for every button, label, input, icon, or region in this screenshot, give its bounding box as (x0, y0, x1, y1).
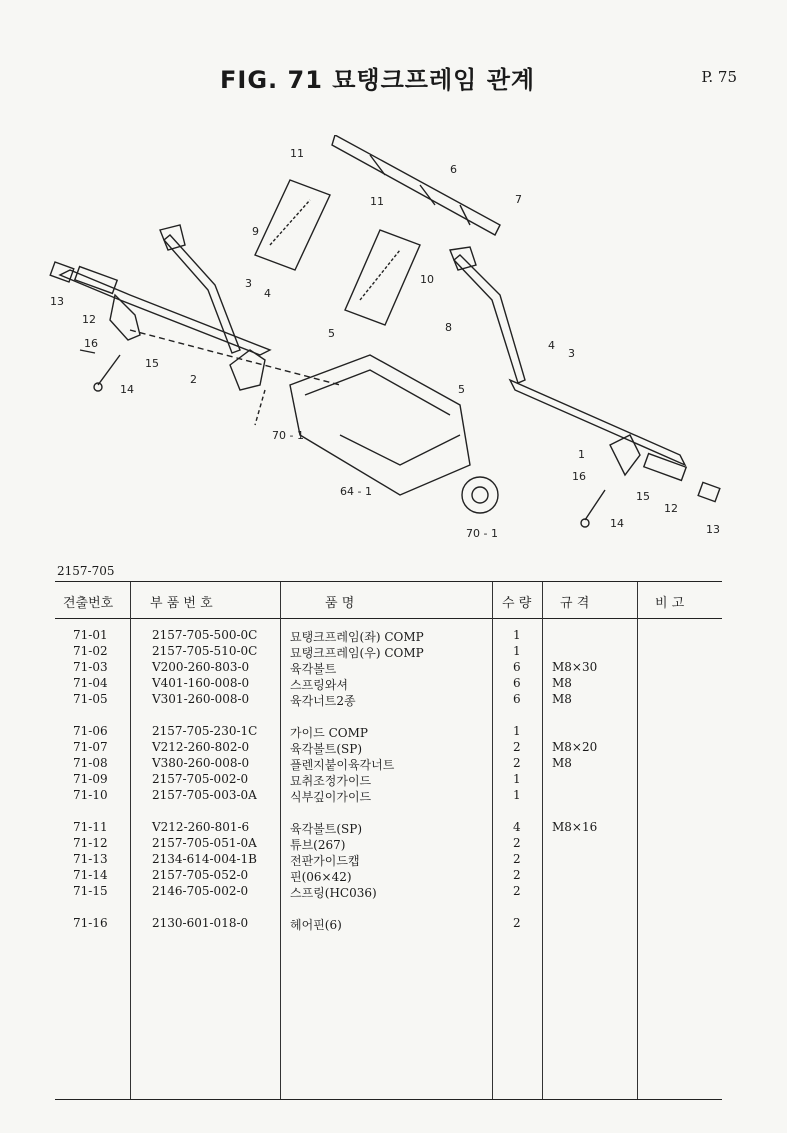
svg-text:11: 11 (370, 195, 384, 208)
svg-text:16: 16 (572, 470, 586, 483)
table-header (55, 582, 722, 619)
svg-text:4: 4 (548, 339, 555, 352)
plate-10 (345, 230, 420, 325)
page-number: P. 75 (701, 68, 737, 86)
svg-text:10: 10 (420, 273, 434, 286)
svg-text:13: 13 (50, 295, 64, 308)
header-part-name: 품 명 (325, 596, 355, 611)
svg-text:15: 15 (636, 490, 650, 503)
table-row: 71-07 V212-260-802-0 육각볼트(SP) 2 M8×20 (73, 740, 598, 756)
table-row: 71-04 V401-160-008-0 스프링와셔 6 M8 (73, 676, 572, 692)
header-index: 견출번호 (63, 596, 114, 611)
svg-text:11: 11 (290, 147, 304, 160)
table-row: 71-13 2134-614-004-1B 전판가이드캡 2 (73, 852, 521, 868)
svg-text:7: 7 (515, 193, 522, 206)
parts-table (55, 581, 722, 1100)
svg-text:12: 12 (664, 502, 678, 515)
svg-text:13: 13 (706, 523, 720, 536)
header-spec: 규 격 (560, 596, 590, 611)
document-number: 2157-705 (57, 564, 115, 578)
svg-text:8: 8 (445, 321, 452, 334)
svg-text:70 - 1: 70 - 1 (466, 527, 498, 540)
plate-9 (255, 180, 330, 270)
svg-text:3: 3 (568, 347, 575, 360)
table-row: 71-16 2130-601-018-0 헤어핀(6) 2 (73, 916, 521, 932)
table-row: 71-05 V301-260-008-0 육각너트2종 6 M8 (73, 692, 572, 708)
svg-text:1: 1 (578, 448, 585, 461)
guide-bar (332, 135, 500, 235)
right-frame-tube (510, 380, 685, 465)
callout-labels (50, 147, 720, 540)
svg-text:16: 16 (84, 337, 98, 350)
svg-text:3: 3 (245, 277, 252, 290)
svg-text:6: 6 (450, 163, 457, 176)
table-row: 71-03 V200-260-803-0 육각볼트 6 M8×30 (73, 660, 598, 676)
svg-text:9: 9 (252, 225, 259, 238)
svg-text:5: 5 (328, 327, 335, 340)
table-row: 71-02 2157-705-510-0C 묘탱크프레임(우) COMP 1 (73, 644, 521, 660)
header-part-number: 부 품 번 호 (150, 596, 213, 611)
svg-text:12: 12 (82, 313, 96, 326)
svg-text:4: 4 (264, 287, 271, 300)
table-row: 71-10 2157-705-003-0A 식부깊이가이드 1 (73, 788, 521, 804)
exploded-parts-diagram (40, 135, 740, 545)
header-remarks: 비 고 (655, 596, 685, 611)
svg-text:14: 14 (610, 517, 624, 530)
svg-text:5: 5 (458, 383, 465, 396)
table-row: 71-09 2157-705-002-0 묘취조정가이드 1 (73, 772, 521, 788)
table-row: 71-12 2157-705-051-0A 튜브(267) 2 (73, 836, 521, 852)
table-row: 71-08 V380-260-008-0 플렌지붙이육각너트 2 M8 (73, 756, 572, 772)
table-row: 71-15 2146-705-002-0 스프링(HC036) 2 (73, 884, 521, 900)
header-quantity: 수 량 (502, 596, 532, 611)
svg-text:14: 14 (120, 383, 134, 396)
svg-text:2: 2 (190, 373, 197, 386)
table-row: 71-11 V212-260-801-6 육각볼트(SP) 4 M8×16 (73, 820, 598, 836)
svg-text:15: 15 (145, 357, 159, 370)
svg-text:64 - 1: 64 - 1 (340, 485, 372, 498)
table-row: 71-01 2157-705-500-0C 묘탱크프레임(좌) COMP 1 (73, 628, 521, 644)
svg-text:70 - 1: 70 - 1 (272, 429, 304, 442)
table-row: 71-14 2157-705-052-0 핀(06×42) 2 (73, 868, 521, 884)
table-row: 71-06 2157-705-230-1C 가이드 COMP 1 (73, 724, 521, 740)
page-title: FIG. 71 묘탱크프레임 관계 (220, 66, 536, 94)
